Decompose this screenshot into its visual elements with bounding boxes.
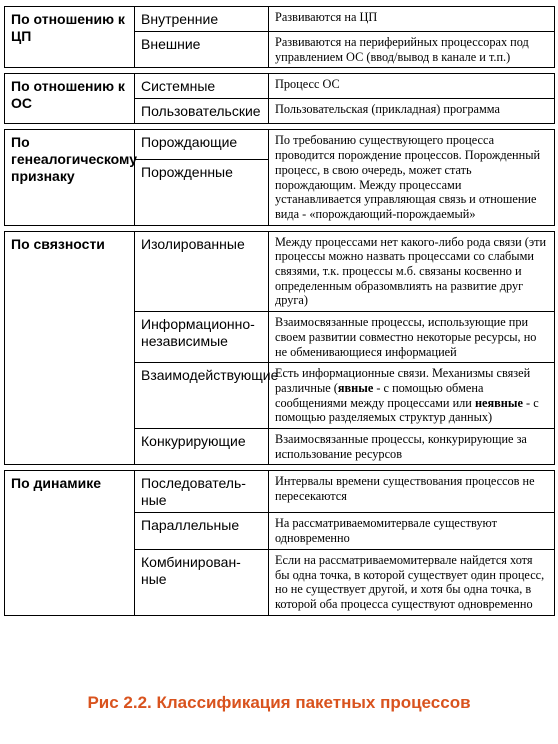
category-cell: По динамике [5,471,135,615]
table-row [5,7,555,32]
description-cell [269,363,555,429]
table-row [5,74,555,99]
process-type-cell: Внешние [135,32,269,68]
category-cell: По связности [5,231,135,465]
description-cell: Если на рассматриваемомитервале найдется хотя бы одна точка, в которой существует один процесс, но не существует другой, и хотя бы одна точка, в которой оба процесса существуют одновременно [269,549,555,615]
process-type-cell: Комбинирован-ные [135,549,269,615]
description-cell: Процесс ОС [269,74,555,99]
description-cell: Развиваются на ЦП [269,7,555,32]
description-cell: Развиваются на периферийных процессорах под управлением ОС (ввод/вывод в канале и т.п.) [269,32,555,68]
desc-bold-term: неявные [474,395,523,410]
desc-bold-term: явные [337,380,374,395]
process-type-cell: Порождающие [135,130,269,160]
description-cell: Интервалы времени существования процессов не пересекаются [269,471,555,513]
process-type-cell: Изолированные [135,231,269,312]
desc-text: - с помощью обмена сообщениями между процессами или [275,380,484,410]
table-row [5,471,555,513]
description-cell: На рассматриваемомитервале существуют одновременно [269,513,555,549]
figure-caption: Рис 2.2. Классификация пакетных процессов [87,693,471,712]
process-type-cell: Взаимодействующие [135,363,269,429]
description-cell: Взаимосвязанные процессы, конкурирующие за использование ресурсов [269,429,555,465]
process-type-cell: Параллельные [135,513,269,549]
category-cell: По отношению к ЦП [5,7,135,68]
table-row [5,231,555,312]
category-cell: По генеалогическому признаку [5,130,135,225]
process-type-cell: Пользовательские [135,99,269,124]
description-cell: Взаимосвязанные процессы, использующие при своем развитии совместно некоторые ресурсы, но не обменивающиеся информацией [269,312,555,363]
process-type-cell: Порожденные [135,160,269,225]
desc-text: - с помощью разделяемых структур данных) [275,395,539,425]
description-cell: По требованию существующего процесса проводится порождение процессов. Порожденный процесс, в свою очередь, может стать порождающим. Между процессами устанавливается управляющая связь и отношение вида - «порождающий-порождаемый» [269,130,555,225]
process-type-cell: Системные [135,74,269,99]
table-row [5,130,555,160]
process-type-cell: Информационно-независимые [135,312,269,363]
process-type-cell: Внутренние [135,7,269,32]
process-type-cell: Конкурирующие [135,429,269,465]
classification-table [4,6,555,616]
description-cell: Пользовательская (прикладная) программа [269,99,555,124]
description-cell: Между процессами нет какого-либо рода связи (эти процессы можно назвать процессами со слабыми связями, т.к. процессы м.б. связаны косвенно и определенным образомвлиять на развитие друг друга) [269,231,555,312]
desc-text: Есть информационные связи. Механизмы связей различные ( [275,366,531,395]
category-cell: По отношению к ОС [5,74,135,124]
process-type-cell: Последователь-ные [135,471,269,513]
